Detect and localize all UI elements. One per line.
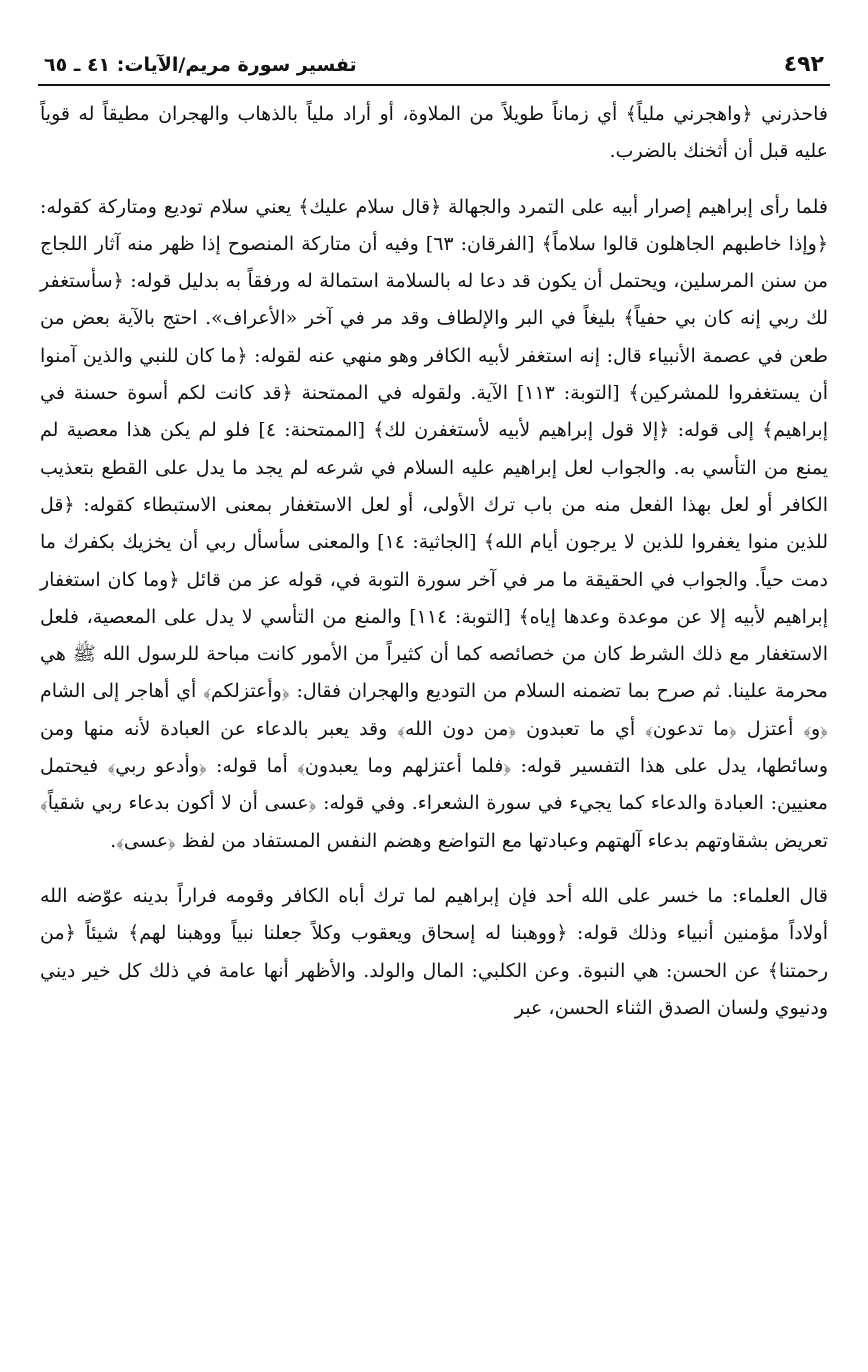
paragraph-2: فلما رأى إبراهيم إصرار أبيه على التمرد والجهالة ﴿قال سلام عليك﴾ يعني سلام توديع ومتاركة كقوله: ﴿وإذا خاطبهم الجاهلون قالوا سلاماً﴾ [الفرقان: ٦٣] وفيه أن متاركة المنصوح إذا ظهر منه آثار اللجاج من سنن المرسلين، ويحتمل أن يكون قد دعا له بالسلامة استمالة له ورفقاً به بدليل قوله: ﴿سأستغفر لك ربي إنه كان بي حفياً﴾ بليغاً في البر والإلطاف وقد مر في آخر «الأعراف». احتج بالآية بعض من طعن في عصمة الأنبياء قال: إنه استغفر لأبيه الكافر وهو منهي عنه لقوله: ﴿ما كان للنبي والذين آمنوا أن يستغفروا للمشركين﴾ [التوبة: ١١٣] الآية. ولقوله في الممتحنة ﴿قد كانت لكم أسوة حسنة في إبراهيم﴾ إلى قوله: ﴿إلا قول إبراهيم لأبيه لأستغفرن لك﴾ [الممتحنة: ٤] فلو لم يكن هذا معصية لم يمنع من التأسي به. والجواب لعل إبراهيم عليه السلام في شرعه لم يجد ما يدل على القطع بتعذيب الكافر أو لعل بهذا الفعل منه من باب ترك الأولى، أو لعل الاستغفار بمعنى الاستبطاء كقوله: ﴿قل للذين منوا يغفروا للذين لا يرجون أيام الله﴾ [الجاثية: ١٤] والمعنى سأسأل ربي أن يخزيك بكفرك ما دمت حياً. والجواب في الحقيقة ما مر في آخر سورة التوبة في، قوله عز من قائل ﴿وما كان استغفار إبراهيم لأبيه إلا عن موعدة وعدها إياه﴾ [التوبة: ١١٤] والمنع من التأسي لا يدل على المعصية، فلعل الاستغفار مع ذلك الشرط كان من خصائصه كما أن كثيراً من الأمور كانت مباحة للرسول الله ﷺ هي محرمة علينا. ثم صرح بما تضمنه السلام من التوديع والهجران فقال: ﴿وأعتزلكم﴾ أي أهاجر إلى الشام ﴿و﴾ أعتزل ﴿ما تدعون﴾ أي ما تعبدون ﴿من دون الله﴾ وقد يعبر بالدعاء عن العبادة لأنه منها ومن وسائطها، يدل على هذا التفسير قوله: ﴿فلما أعتزلهم وما يعبدون﴾ أما قوله: ﴿وأدعو ربي﴾ فيحتمل معنيين: العبادة والدعاء كما يجيء في سورة الشعراء. وفي قوله: ﴿عسى أن لا أكون بدعاء ربي شقياً﴾ تعريض بشقاوتهم بدعاء آلهتهم وعبادتها مع التواضع وهضم النفس المستفاد من لفظ ﴿عسى﴾.: [40, 195, 829, 852]
paragraph-1: فاحذرني ﴿واهجرني ملياً﴾ أي زماناً طويلاً من الملاوة، أو أراد ملياً بالذهاب والهجران مطيقاً له قوياً عليه قبل أن أثخنك بالضرب.: [40, 103, 828, 163]
running-title: تفسير سورة مريم/الآيات: ٤١ ـ ٦٥: [44, 54, 357, 76]
paragraph-3: قال العلماء: ما خسر على الله أحد فإن إبراهيم لما ترك أباه الكافر وقومه فراراً بدينه عوّضه الله أولاداً مؤمنين أنبياء وذلك قوله: ﴿ووهبنا له إسحاق ويعقوب وكلاً جعلنا نبياً ووهبنا لهم﴾ شيئاً ﴿من رحمتنا﴾ عن الحسن: هي النبوة. وعن الكلبي: المال والولد. والأظهر أنها عامة في ذلك كل خير ديني ودنيوي ولسان الصدق الثناء الحسن، عبر: [40, 884, 828, 1019]
book-page: [38, 50, 830, 1027]
header-rule: [38, 84, 830, 86]
running-header: [38, 50, 830, 80]
page-number: ٤٩٢: [783, 52, 824, 77]
